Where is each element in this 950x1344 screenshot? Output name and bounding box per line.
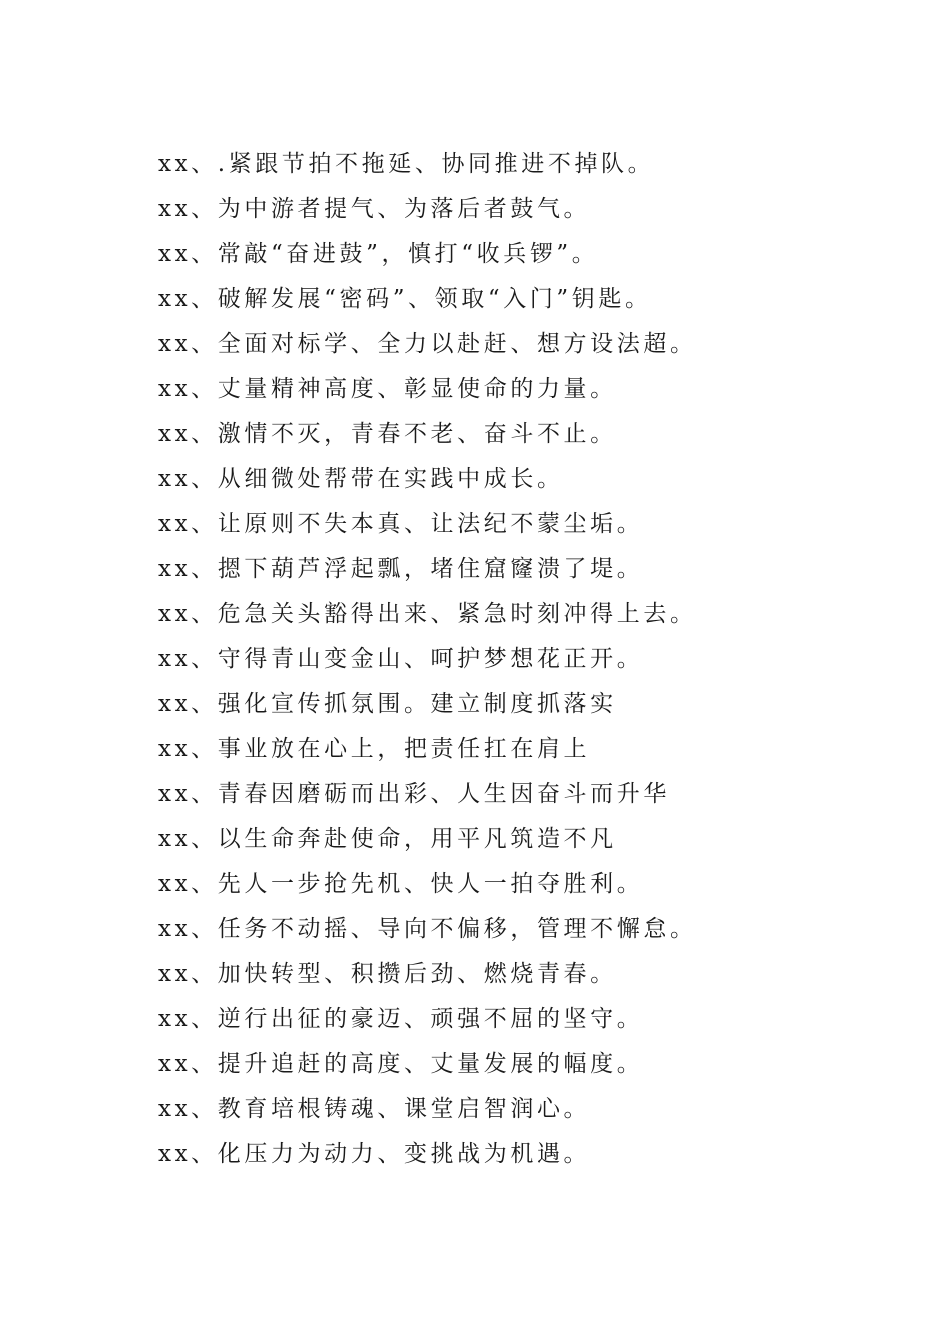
slogan-line: xx、丈量精神高度、彰显使命的力量。 bbox=[158, 376, 617, 402]
slogan-line: xx、全面对标学、全力以赴赶、想方设法超。 bbox=[158, 331, 697, 357]
slogan-line: xx、青春因磨砺而出彩、人生因奋斗而升华 bbox=[158, 781, 670, 807]
slogan-line: xx、让原则不失本真、让法纪不蒙尘垢。 bbox=[158, 511, 644, 537]
slogan-line: xx、化压力为动力、变挑战为机遇。 bbox=[158, 1141, 591, 1167]
slogan-line: xx、事业放在心上，把责任扛在肩上 bbox=[158, 736, 591, 762]
slogan-line: xx、任务不动摇、导向不偏移，管理不懈怠。 bbox=[158, 916, 697, 942]
slogan-line: xx、从细微处帮带在实践中成长。 bbox=[158, 466, 564, 492]
slogan-line: xx、常敲“奋进鼓”，慎打“收兵锣”。 bbox=[158, 241, 599, 267]
slogan-line: xx、守得青山变金山、呵护梦想花正开。 bbox=[158, 646, 644, 672]
slogan-line: xx、加快转型、积攒后劲、燃烧青春。 bbox=[158, 961, 617, 987]
slogan-line: xx、以生命奔赴使命，用平凡筑造不凡 bbox=[158, 826, 617, 852]
slogan-line: xx、摁下葫芦浮起瓢，堵住窟窿溃了堤。 bbox=[158, 556, 644, 582]
slogan-line: xx、教育培根铸魂、课堂启智润心。 bbox=[158, 1096, 591, 1122]
slogan-line: xx、破解发展“密码”、领取“入门”钥匙。 bbox=[158, 286, 652, 312]
slogan-line: xx、为中游者提气、为落后者鼓气。 bbox=[158, 196, 591, 222]
slogan-line: xx、危急关头豁得出来、紧急时刻冲得上去。 bbox=[158, 601, 697, 627]
slogan-line: xx、先人一步抢先机、快人一拍夺胜利。 bbox=[158, 871, 644, 897]
slogan-line: xx、激情不灭，青春不老、奋斗不止。 bbox=[158, 421, 617, 447]
slogan-list bbox=[158, 142, 697, 1177]
slogan-line: xx、强化宣传抓氛围。建立制度抓落实 bbox=[158, 691, 617, 717]
slogan-line: xx、提升追赶的高度、丈量发展的幅度。 bbox=[158, 1051, 644, 1077]
slogan-line: xx、.紧跟节拍不拖延、协同推进不掉队。 bbox=[158, 151, 655, 177]
slogan-line: xx、逆行出征的豪迈、顽强不屈的坚守。 bbox=[158, 1006, 644, 1032]
